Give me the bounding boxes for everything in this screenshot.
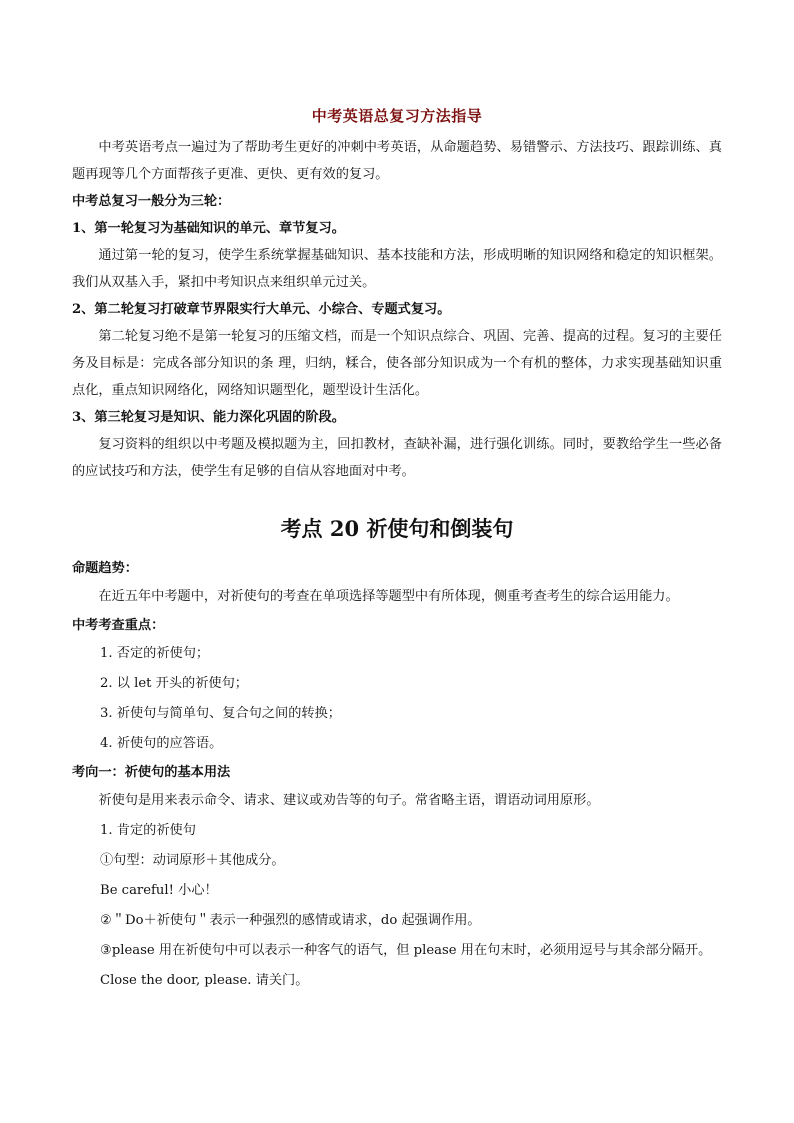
overview-heading: 中考总复习一般分为三轮： — [72, 194, 231, 209]
round-1-text: 通过第一轮的复习，使学生系统掌握基础知识、基本技能和方法，形成明晰的知识网络和稳定的知识框架。我们从双基入手，紧扣中考知识点来组织单元过关。 — [72, 248, 722, 290]
direction-text: 祈使句是用来表示命令、请求、建议或劝告等的句子。常省略主语，谓语动词用原形。 — [98, 793, 600, 808]
trend-text: 在近五年中考题中，对祈使句的考查在单项选择等题型中有所体现，侧重考查考生的综合运用能力。 — [98, 589, 679, 604]
guide-title: 中考英语总复习方法指导 — [311, 107, 483, 125]
focus-item: 2. 以 let 开头的祈使句； — [100, 676, 248, 691]
focus-heading: 中考考查重点： — [72, 618, 165, 633]
round-2-text: 第二轮复习绝不是第一轮复习的压缩文档，而是一个知识点综合、巩固、完善、提高的过程。复习的主要任务及目标是：完成各部分知识的条 理，归纳，糅合，使各部分知识成为一个有机的整体，力求实现基础知识重点化，重点知识网络化，网络知识题型化，题型设计生活化。 — [72, 329, 722, 398]
content-line: Close the door, please. 请关门。 — [100, 973, 309, 988]
topic-title: 考点 20 祈使句和倒装句 — [280, 516, 514, 541]
round-3-text: 复习资料的组织以中考题及模拟题为主，回扣教材，查缺补漏，进行强化训练。同时，要教给学生一些必备的应试技巧和方法，使学生有足够的自信从容地面对中考。 — [72, 437, 722, 479]
content-line: 1. 肯定的祈使句 — [100, 823, 196, 838]
content-line: ①句型：动词原形＋其他成分。 — [100, 853, 285, 868]
round-2-heading: 2、第二轮复习打破章节界限实行大单元、小综合、专题式复习。 — [72, 302, 451, 317]
content-line: ②＂Do＋祈使句＂表示一种强烈的感情或请求，do 起强调作用。 — [100, 913, 481, 928]
round-3-heading: 3、第三轮复习是知识、能力深化巩固的阶段。 — [72, 410, 345, 425]
focus-item: 1. 否定的祈使句； — [100, 646, 210, 661]
direction-heading: 考向一：祈使句的基本用法 — [72, 765, 231, 780]
round-1-heading: 1、第一轮复习为基础知识的单元、章节复习。 — [72, 221, 345, 236]
content-line: Be careful! 小心！ — [100, 883, 218, 898]
trend-heading: 命题趋势： — [72, 561, 138, 576]
focus-item: 3. 祈使句与简单句、复合句之间的转换； — [100, 706, 341, 721]
guide-intro: 中考英语考点一遍过为了帮助考生更好的冲刺中考英语，从命题趋势、易错警示、方法技巧、跟踪训练、真题再现等几个方面帮孩子更准、更快、更有效的复习。 — [72, 140, 722, 182]
content-line: ③please 用在祈使句中可以表示一种客气的语气，但 please 用在句末时，必须用逗号与其余部分隔开。 — [100, 943, 712, 958]
focus-item: 4. 祈使句的应答语。 — [100, 736, 223, 751]
document-page — [72, 96, 722, 996]
